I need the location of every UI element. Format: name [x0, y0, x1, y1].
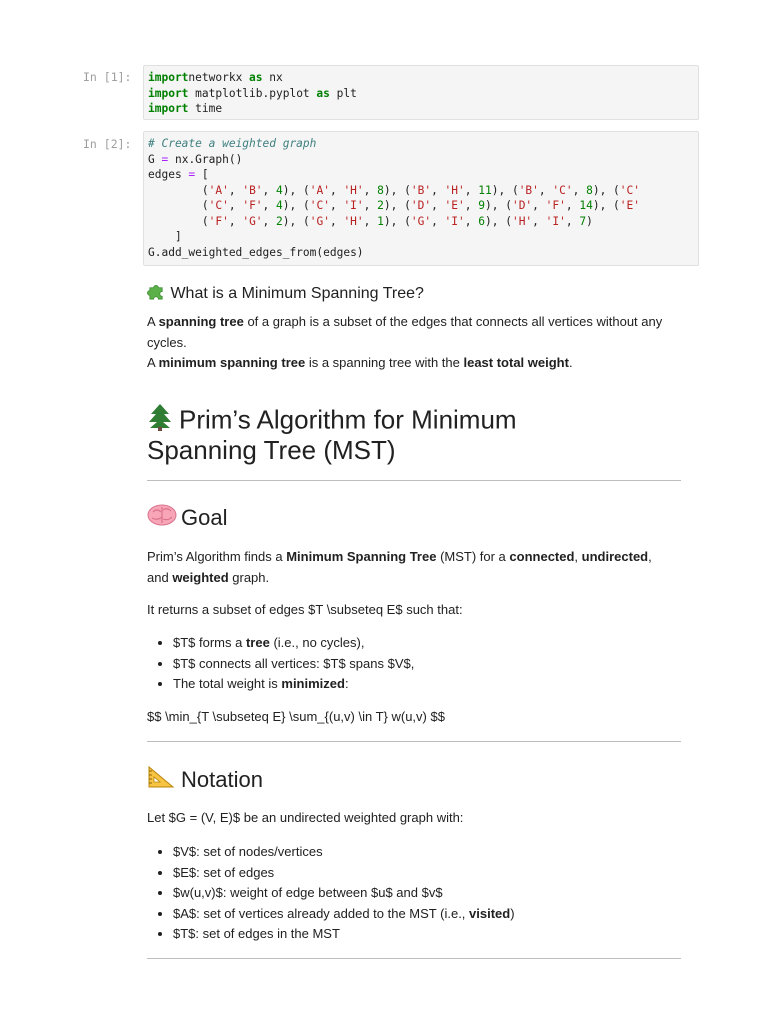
code-token: nx: [262, 71, 283, 84]
code-token: 'E': [444, 199, 465, 212]
text: (MST) for a: [436, 549, 510, 564]
text: A: [147, 355, 159, 370]
code-token: (: [148, 183, 209, 197]
code-token: 'H': [343, 214, 364, 228]
text: .: [568, 355, 573, 370]
code-token: 'C': [619, 183, 641, 197]
code-token: ,: [262, 199, 277, 212]
bold-term: visited: [469, 905, 511, 921]
code-token: [: [195, 168, 209, 181]
notation-list: [147, 842, 682, 945]
goal-formula: $$ \min_{T \subseteq E} \sum_{(u,v) \in T} w(u,v) $$: [147, 709, 445, 724]
bold-term: tree: [245, 635, 270, 650]
code-token: ,: [464, 214, 479, 228]
code-line: [148, 183, 694, 199]
text: $T$ forms a: [173, 635, 246, 650]
code-token: ), (: [383, 199, 411, 212]
text: ,: [648, 549, 652, 564]
bold-term: minimum spanning tree: [158, 355, 306, 370]
code-token: ), (: [592, 183, 620, 197]
divider: [147, 480, 681, 481]
code-token: ,: [431, 183, 445, 197]
code-token: ): [586, 214, 593, 228]
bold-term: weighted: [172, 569, 229, 585]
text: and: [147, 569, 173, 585]
code-token: ,: [572, 183, 587, 197]
code-token: 'H': [511, 214, 533, 228]
code-token: 'B': [242, 183, 263, 197]
code-token: 'E': [619, 199, 641, 212]
notation-paragraph: Let $G = (V, E)$ be an undirected weighted graph with:: [147, 810, 464, 825]
title-line: Spanning Tree (MST): [147, 435, 396, 465]
code-token: 'I': [444, 214, 465, 228]
mst-heading: [147, 282, 682, 306]
code-token: ,: [538, 183, 553, 197]
code-token: 8: [377, 183, 384, 197]
list-item: [173, 674, 682, 695]
code-token: ), (: [383, 183, 411, 197]
code-token: ,: [532, 214, 546, 228]
code-token: 2: [377, 199, 384, 212]
divider: [147, 958, 681, 959]
notation-heading: [147, 765, 682, 795]
list-item: • $T$: set of edges in the MST: [173, 924, 682, 945]
code-token: ,: [329, 214, 344, 228]
code-token: ), (: [383, 214, 411, 228]
bold-term: minimized: [281, 676, 345, 691]
code-token: 'F': [208, 214, 229, 228]
code-token: 9: [478, 199, 485, 212]
code-token: 'C': [552, 183, 573, 197]
code-token: edges: [148, 168, 189, 181]
code-token: 'H': [343, 183, 364, 197]
code-token: ,: [532, 199, 546, 212]
code-token: import: [148, 71, 189, 84]
code-token: ,: [363, 199, 378, 212]
code-line: [148, 152, 694, 168]
goal-heading: [147, 504, 682, 532]
code-token: 'A': [208, 183, 229, 197]
code-line: [148, 214, 694, 230]
text: is a spanning tree with the: [305, 355, 464, 370]
bold-term: Minimum Spanning Tree: [286, 549, 437, 564]
brain-icon: [147, 504, 177, 532]
code-token: ,: [431, 199, 445, 212]
code-line: [148, 101, 694, 117]
text: Prim’s Algorithm finds a: [147, 549, 287, 564]
code-token: import: [148, 102, 189, 115]
list-item: • $V$: set of nodes/vertices: [173, 842, 682, 863]
code-token: ,: [431, 214, 445, 228]
goal-heading-text: Goal: [181, 505, 228, 531]
code-token: time: [188, 102, 223, 115]
cell-prompt: In [1]:: [83, 70, 132, 84]
mst-paragraph-1: [147, 312, 682, 353]
goal-paragraph-2: It returns a subset of edges $T \subseteq E$ such that:: [147, 602, 463, 617]
code-token: ]: [148, 230, 182, 243]
code-token: 'C': [309, 199, 330, 212]
code-token: 14: [579, 199, 593, 212]
code-token: 6: [478, 214, 485, 228]
code-token: ,: [329, 183, 344, 197]
cell-prompt: In [2]:: [83, 137, 132, 151]
text: :: [344, 676, 349, 691]
title-line: Prim’s Algorithm for Minimum: [179, 404, 517, 435]
mst-paragraph-2: [147, 353, 682, 374]
code-token: as: [249, 71, 263, 84]
code-token: =: [188, 168, 196, 181]
triangular-ruler-icon: [147, 765, 175, 795]
code-token: G.add_weighted_edges_from(edges): [148, 245, 364, 259]
text: $A$: set of vertices already added to the MST (i.e.,: [173, 905, 470, 921]
bold-term: spanning tree: [158, 314, 244, 329]
code-token: 'H': [444, 183, 465, 197]
code-token: ,: [262, 183, 277, 197]
code-token: ), (: [485, 214, 512, 228]
code-token: 'C': [208, 199, 229, 212]
text: ,: [574, 549, 582, 564]
code-line: [148, 198, 694, 214]
code-token: 'I': [343, 199, 364, 212]
code-token: ,: [329, 199, 344, 212]
bold-term: undirected: [581, 549, 649, 564]
text: A: [147, 314, 159, 329]
code-token: import: [148, 86, 189, 100]
code-token: plt: [329, 86, 357, 100]
code-token: 'G': [242, 214, 263, 228]
code-editor[interactable]: [143, 131, 699, 266]
code-token: 7: [579, 214, 587, 228]
code-token: 'B': [518, 183, 539, 197]
code-line: [148, 245, 694, 261]
code-line: [148, 167, 694, 183]
code-token: 'F': [242, 199, 263, 212]
code-token: ,: [228, 214, 243, 228]
code-token: ,: [363, 214, 378, 228]
code-token: networkx: [188, 71, 250, 84]
code-token: (: [148, 214, 209, 228]
code-token: ,: [228, 183, 243, 197]
mst-heading-text: What is a Minimum Spanning Tree?: [170, 285, 424, 302]
list-item: [173, 904, 682, 925]
code-token: 2: [276, 214, 283, 228]
bold-term: connected: [509, 549, 575, 564]
code-token: ,: [228, 199, 243, 212]
list-item: • $T$ connects all vertices: $T$ spans $V$,: [173, 654, 682, 675]
list-item: [173, 633, 682, 654]
goal-list: [147, 633, 682, 695]
code-token: (: [148, 199, 209, 212]
code-token: nx.Graph(): [168, 152, 243, 166]
page-title: [147, 403, 682, 464]
puzzle-icon: [147, 282, 166, 306]
code-token: 'A': [309, 183, 330, 197]
code-token: 1: [377, 214, 384, 228]
tree-icon: [147, 403, 173, 436]
code-token: 8: [586, 183, 593, 197]
code-token: 'G': [309, 214, 330, 228]
text: graph.: [228, 569, 270, 585]
code-token: ,: [464, 199, 479, 212]
code-token: 4: [276, 199, 283, 212]
goal-paragraph-1: [147, 547, 682, 588]
code-token: ), (: [592, 199, 620, 212]
code-token: 'D': [410, 199, 432, 212]
list-item: • $E$: set of edges: [173, 863, 682, 884]
code-token: # Create a weighted graph: [148, 137, 317, 150]
code-token: ), (: [282, 199, 310, 212]
text: ): [510, 905, 515, 921]
notation-heading-text: Notation: [181, 767, 263, 792]
list-item: • $w(u,v)$: weight of edge between $u$ and $v$: [173, 883, 682, 904]
code-token: ,: [363, 183, 378, 197]
divider: [147, 741, 681, 742]
code-token: ), (: [282, 214, 310, 228]
code-token: 11: [478, 183, 492, 197]
code-token: 'B': [410, 183, 432, 197]
code-token: 'F': [545, 199, 566, 212]
code-token: ,: [565, 214, 580, 228]
code-token: 'D': [511, 199, 533, 212]
code-line: [148, 229, 694, 245]
code-token: matplotlib.pyplot: [188, 86, 317, 100]
text: (i.e., no cycles),: [269, 635, 365, 650]
code-token: ,: [565, 199, 580, 212]
code-token: 'G': [410, 214, 432, 228]
code-line: [148, 70, 694, 86]
code-editor[interactable]: [143, 65, 699, 120]
code-token: ), (: [485, 199, 512, 212]
code-line: [148, 136, 694, 152]
code-token: =: [161, 152, 169, 166]
code-token: ,: [464, 183, 479, 197]
text: The total weight is: [173, 676, 282, 691]
code-line: [148, 86, 694, 102]
code-token: ), (: [491, 183, 519, 197]
code-token: as: [316, 86, 330, 100]
code-token: ), (: [282, 183, 310, 197]
code-token: ,: [262, 214, 277, 228]
code-token: 4: [276, 183, 283, 197]
bold-term: least total weight: [463, 355, 569, 370]
code-token: G: [148, 152, 162, 166]
code-token: 'I': [545, 214, 566, 228]
text: of a graph is a subset of the edges that connects all vertices without any cycles.: [147, 314, 663, 350]
